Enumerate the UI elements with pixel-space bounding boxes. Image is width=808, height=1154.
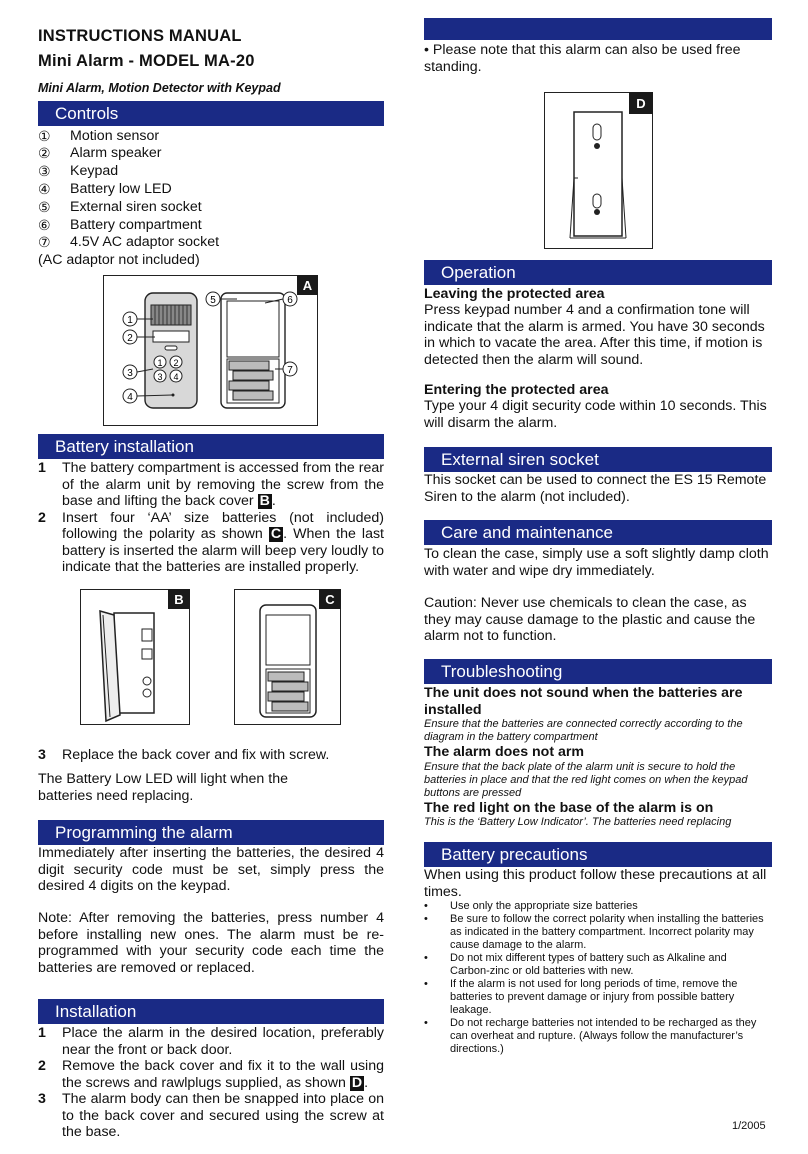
figure-b [80, 589, 190, 725]
leaving-text: Press keypad number 4 and a confirmation tone will indicate that the alarm is armed. You have 30 seconds in which to vacate the area. After this time, if motion is detected then the alarm will sound. [424, 302, 765, 368]
trouble-answer: Ensure that the batteries are connected correctly according to the diagram in the battery compartment [424, 718, 743, 743]
list-item [424, 913, 764, 952]
manual-title: INSTRUCTIONS MANUAL [38, 27, 242, 45]
control-item [38, 145, 384, 163]
operation-heading: Operation [424, 260, 772, 285]
control-label: External siren socket [70, 198, 202, 215]
precaution-text: Do not recharge batteries not intended to be recharged as they can overheat and rupture. (Always follow the manufacturer’s directions.) [450, 1017, 757, 1055]
care-heading: Care and maintenance [424, 520, 772, 545]
installation-steps [38, 1025, 384, 1141]
control-item [38, 216, 384, 234]
figure-c [234, 589, 341, 725]
installation-step [38, 1025, 384, 1058]
step-text: . When the last battery is inserted the alarm will beep very loudly to indicate that the batteries are installed properly. [62, 526, 384, 575]
subtitle: Mini Alarm, Motion Detector with Keypad [38, 81, 281, 95]
external-siren-text: This socket can be used to connect the ES 15 Remote Siren to the alarm (not included). [424, 472, 767, 505]
programming-para-2: Note: After removing the batteries, press number 4 before installing new ones. The alarm must be re-programmed with your security code each time the batteries are removed or replaced. [38, 910, 384, 976]
step-number: 3 [38, 1091, 46, 1107]
control-item [38, 163, 384, 181]
battery-step: 1 The battery compartment is accessed from the rear of the alarm unit by removing the screw from the base and lifting the back cover B . [38, 460, 384, 509]
control-number: ① [38, 127, 51, 144]
troubleshooting-heading: Troubleshooting [424, 659, 772, 684]
callout-number: 4 [127, 392, 133, 403]
step-text: Place the alarm in the desired location, preferably near the front or back door. [62, 1025, 384, 1058]
control-item [38, 180, 384, 198]
figure-d-illustration [544, 92, 653, 249]
control-number: ⑤ [38, 198, 51, 215]
callout-number: 3 [127, 368, 133, 379]
entering-title: Entering the protected area [424, 382, 609, 398]
figure-b-label: B [174, 592, 184, 607]
control-label: Battery compartment [70, 216, 202, 233]
list-item [424, 900, 764, 913]
battery-installation-heading: Battery installation [38, 434, 384, 459]
trouble-question: The unit does not sound when the batteries are installed [424, 685, 743, 718]
keypad-key: 4 [173, 372, 179, 382]
figure-a-label: A [302, 278, 313, 293]
installation-step [38, 1091, 384, 1141]
free-standing-note: • Please note that this alarm can also be used free standing. [424, 42, 741, 75]
callout-number: 6 [287, 295, 293, 306]
controls-note: (AC adaptor not included) [38, 252, 200, 269]
keypad-key: 1 [157, 358, 163, 368]
care-para-2: Caution: Never use chemicals to clean the case, as they may cause damage to the plastic and cause the alarm not to function. [424, 595, 756, 644]
control-item [38, 234, 384, 252]
entering-text: Type your 4 digit security code within 10 seconds. This will disarm the alarm. [424, 398, 767, 431]
external-siren-heading: External siren socket [424, 447, 772, 472]
figure-ref-badge: B [259, 493, 270, 509]
bullet: • [424, 913, 428, 925]
low-led-note: The Battery Low LED will light when the batteries need replacing. [38, 771, 288, 804]
control-number: ⑥ [38, 216, 51, 233]
figure-c-illustration [234, 589, 341, 725]
step-number: 2 [38, 509, 46, 526]
callout-number: 1 [127, 315, 133, 326]
controls-heading: Controls [38, 101, 384, 126]
precautions-intro: When using this product follow these precautions at all times. [424, 867, 767, 900]
precautions-heading: Battery precautions [424, 842, 772, 867]
trouble-question: The red light on the base of the alarm is on [424, 799, 714, 816]
bullet: • [424, 978, 428, 990]
figure-c-label: C [325, 592, 335, 607]
precaution-text: Do not mix different types of battery such as Alkaline and Carbon-zinc or old batteries with new. [450, 952, 727, 977]
figure-ref-badge: D [351, 1074, 363, 1091]
list-item [424, 1017, 764, 1056]
controls-list [38, 127, 384, 269]
control-item [38, 198, 384, 216]
top-bar [424, 18, 772, 40]
callout-number: 5 [210, 295, 216, 306]
trouble-answer: Ensure that the back plate of the alarm unit is secure to hold the batteries in place and that the red light comes on when the keypad buttons are pressed [424, 760, 748, 799]
step-number: 1 [38, 460, 46, 476]
battery-steps [38, 460, 384, 576]
troubleshooting-content [424, 685, 772, 829]
bullet: • [424, 952, 428, 964]
step-text: Remove the back cover and fix it to the wall using the screws and rawlplugs supplied, as shown [62, 1058, 384, 1091]
step-number: 1 [38, 1025, 46, 1041]
model-title: Mini Alarm - MODEL MA-20 [38, 52, 255, 70]
control-label: Battery low LED [70, 181, 172, 198]
control-item [38, 127, 384, 145]
control-label: Keypad [70, 163, 119, 180]
bullet: • [424, 1017, 428, 1029]
installation-heading: Installation [38, 999, 384, 1024]
step-text: The alarm body can then be snapped into place on to the back cover and secured using the screw at the base. [62, 1091, 384, 1140]
battery-step [38, 510, 384, 576]
trouble-answer: This is the ‘Battery Low Indicator’. The batteries need replacing [424, 816, 732, 828]
step-number: 2 [38, 1058, 46, 1074]
keypad-key: 3 [157, 372, 163, 382]
figure-d-label: D [636, 96, 646, 111]
step-text: Replace the back cover and fix with screw. [62, 747, 330, 763]
battery-step-3 [38, 747, 384, 764]
callout-number: 7 [287, 365, 293, 376]
figure-b-illustration [80, 589, 190, 725]
footer-date: 1/2005 [732, 1120, 766, 1132]
installation-step: 2 Remove the back cover and fix it to the wall using the screws and rawlplugs supplied, as shown D . [38, 1058, 384, 1091]
step-text: The battery compartment is accessed from the rear of the alarm unit by removing the screw from the base and lifting the back cover [62, 460, 384, 509]
callout-number: 2 [127, 333, 133, 344]
precaution-text: If the alarm is not used for long periods of time, remove the batteries to prevent damage or injury from possible battery leakage. [450, 978, 738, 1016]
list-item [424, 952, 764, 978]
control-label: Alarm speaker [70, 145, 162, 162]
step-text: Insert four ‘AA’ size batteries (not included) following the polarity as shown [62, 509, 384, 542]
step-number: 3 [38, 747, 46, 763]
control-label: 4.5V AC adaptor socket [70, 234, 220, 251]
control-number: ② [38, 145, 51, 162]
programming-para-1: Immediately after inserting the batteries, the desired 4 digit security code must be set, simply press the desired 4 digits on the keypad. [38, 845, 384, 894]
leaving-title: Leaving the protected area [424, 286, 605, 302]
precautions-list [424, 900, 764, 1056]
precaution-text: Be sure to follow the correct polarity when installing the batteries as indicated in the battery compartment. Incorrect polarity may cause damage to the alarm. [450, 913, 764, 951]
figure-ref-badge: C [270, 526, 282, 542]
figure-a [103, 275, 318, 426]
figure-a-illustration [103, 275, 318, 426]
care-para-1: To clean the case, simply use a soft slightly damp cloth with water and wipe dry immediately. [424, 546, 769, 579]
control-number: ③ [38, 163, 51, 180]
control-number: ④ [38, 181, 51, 198]
control-number: ⑦ [38, 234, 51, 251]
bullet: • [424, 900, 428, 912]
figure-d [544, 92, 653, 249]
trouble-question: The alarm does not arm [424, 744, 585, 760]
keypad-key: 2 [173, 358, 179, 368]
programming-heading: Programming the alarm [38, 820, 384, 845]
battery-step [38, 747, 384, 764]
list-item [424, 978, 764, 1017]
control-label: Motion sensor [70, 127, 160, 144]
precaution-text: Use only the appropriate size batteries [450, 900, 638, 912]
